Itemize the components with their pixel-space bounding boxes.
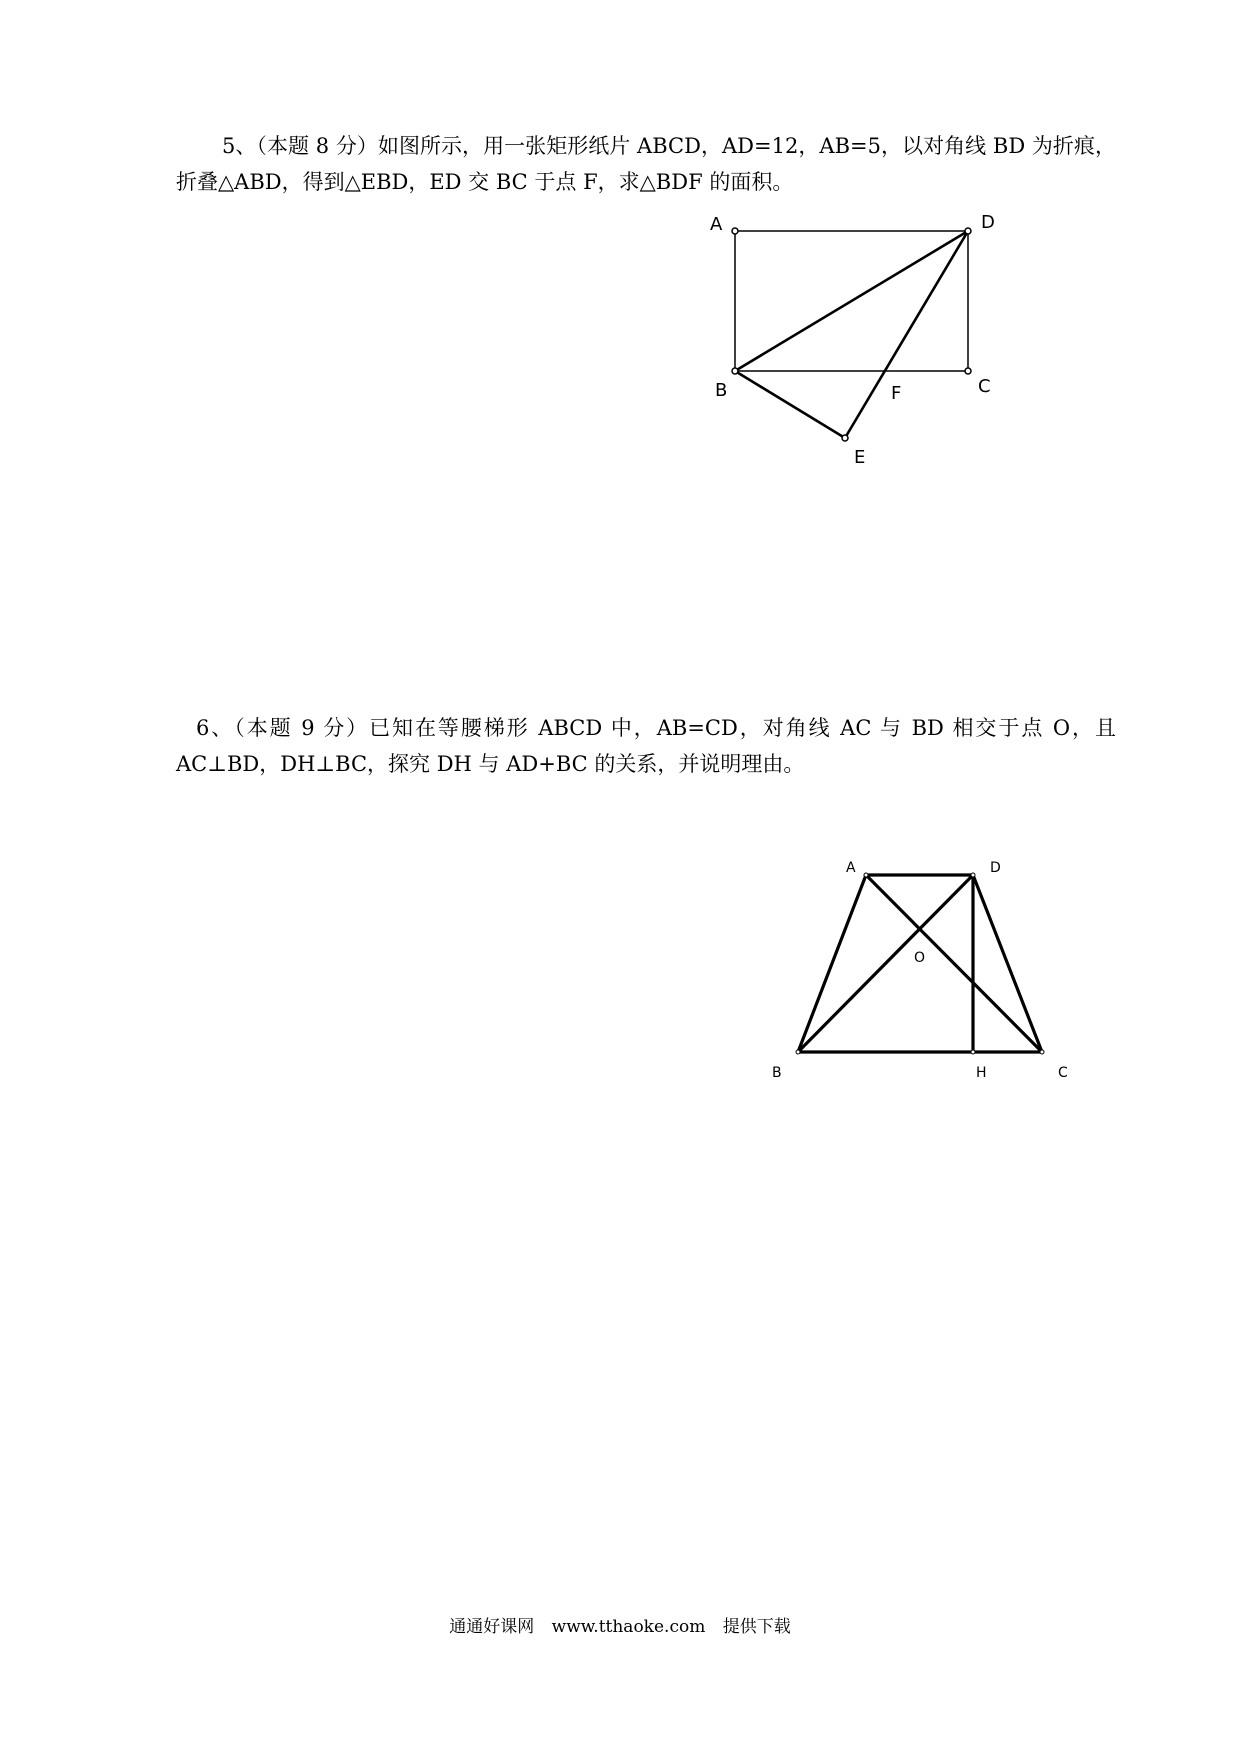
label-C: C	[1058, 1065, 1068, 1081]
footer-suffix: 提供下载	[722, 1617, 791, 1637]
label-E: E	[854, 447, 866, 468]
point-E	[842, 435, 848, 441]
problem-5-text: 5、（本题 8 分）如图所示，用一张矩形纸片 ABCD，AD=12，AB=5，以对角线 BD 为折痕，折叠△ABD，得到△EBD，ED 交 BC 于点 F，求△BDF 的面积。	[176, 134, 1116, 194]
point-C	[965, 368, 971, 374]
footer-site-name: 通通好课网	[449, 1617, 535, 1637]
segment-BD	[735, 231, 968, 371]
label-A: A	[710, 214, 723, 235]
label-H: H	[976, 1065, 987, 1081]
label-A: A	[846, 860, 856, 876]
label-D: D	[981, 212, 995, 233]
label-O: O	[914, 950, 926, 966]
page-footer	[0, 1612, 1240, 1637]
label-B: B	[715, 380, 728, 401]
label-F: F	[891, 383, 902, 404]
point-A	[732, 228, 738, 234]
segment-BE	[735, 371, 845, 438]
point-D	[965, 228, 971, 234]
point-B	[732, 368, 738, 374]
label-D: D	[990, 860, 1001, 876]
footer-url[interactable]: www.tthaoke.com	[551, 1617, 706, 1637]
segment-ED	[845, 231, 968, 438]
problem-6-text: 6、（本题 9 分）已知在等腰梯形 ABCD 中，AB=CD，对角线 AC 与 BD 相交于点 O，且 AC⊥BD，DH⊥BC，探究 DH 与 AD+BC 的关系，并说明理由。	[176, 716, 1116, 776]
label-B: B	[772, 1065, 782, 1081]
label-C: C	[978, 376, 991, 397]
